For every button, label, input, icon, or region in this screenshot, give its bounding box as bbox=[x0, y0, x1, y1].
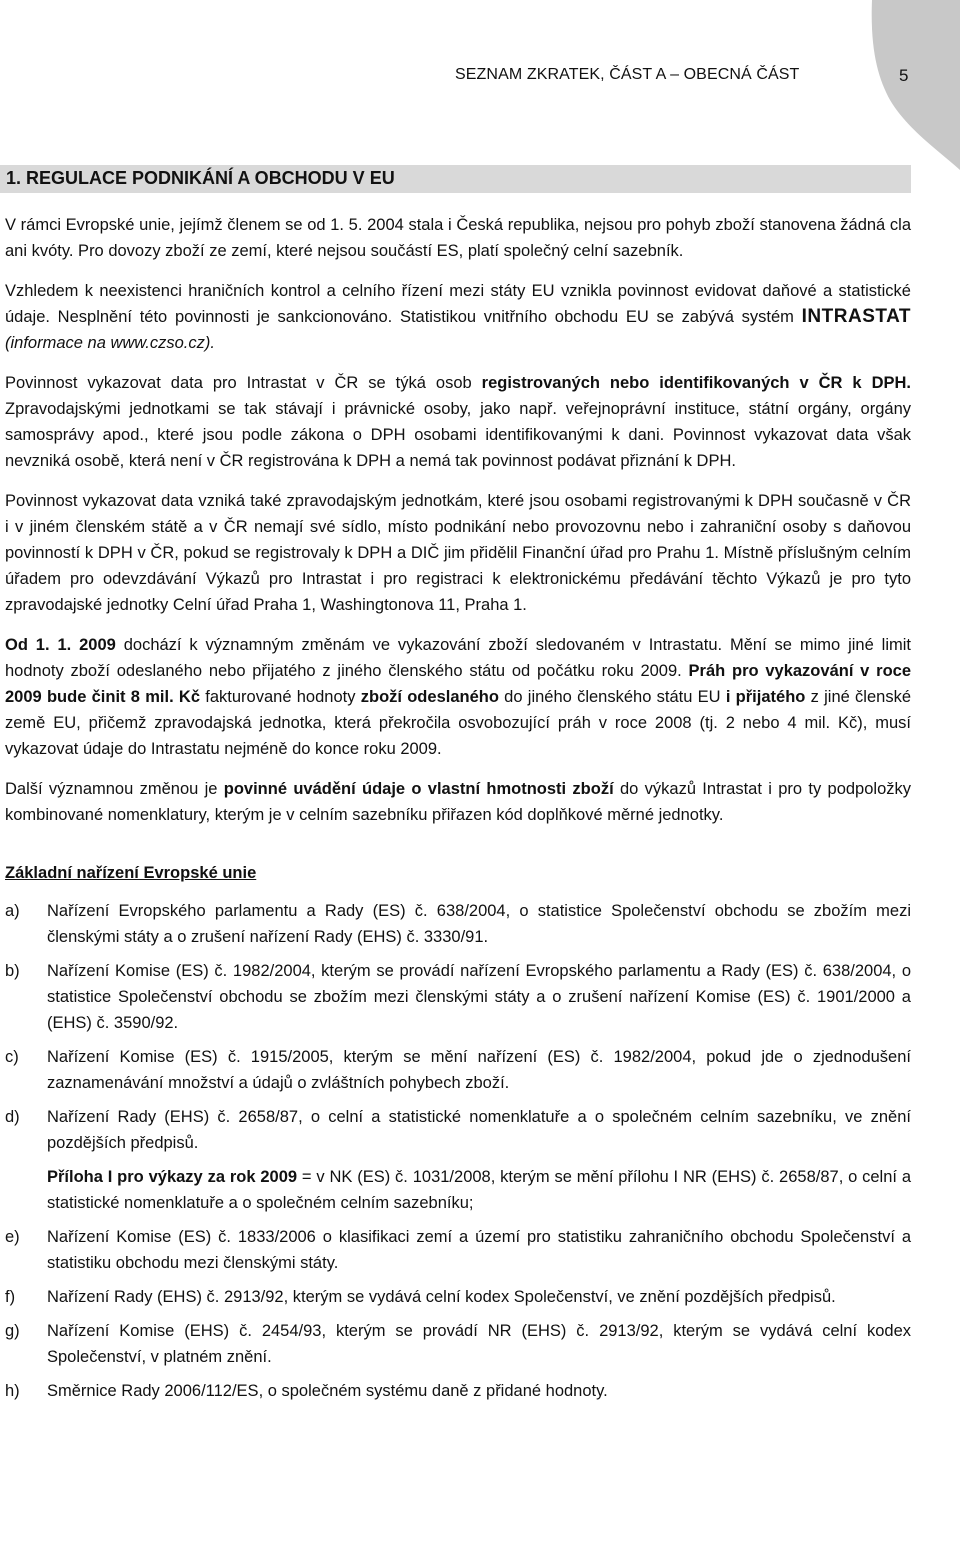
text-run: Zpravodajskými jednotkami se tak stávají i právnické osoby, jako např. veřejnoprávní instituce, státní orgány, orgány samosprávy apod., které jsou podle zákona o DPH osobami identifikovanými k dani. Povinnost vykazovat data však nevzniká osobě, která není v ČR registrována k DPH a nemá tak povinnost podávat přiznání k DPH. bbox=[5, 400, 911, 470]
paragraph-net-mass bbox=[5, 776, 911, 828]
list-marker: b) bbox=[5, 962, 20, 980]
regulation-list bbox=[5, 898, 911, 1156]
text-run: = v NK (ES) č. 1031/2008, kterým se mění přílohu I NR (EHS) č. 2658/87, o celní a statistické nomenklatuře a o společném celním sazebníku; bbox=[47, 1168, 911, 1212]
list-item-text: Směrnice Rady 2006/112/ES, o společném systému daně z přidané hodnoty. bbox=[47, 1382, 608, 1400]
list-marker: a) bbox=[5, 902, 20, 920]
paragraph-reporting-units: Povinnost vykazovat data vzniká také zpravodajským jednotkám, které jsou osobami registrovanými k DPH současně v ČR i v jiném členském státě a v ČR nemají své sídlo, místo podnikání nebo provozovnu nebo i zahraniční osoby s daňovou povinností k DPH v ČR, pokud se registrovaly k DPH a DIČ jim přidělil Finanční úřad pro Prahu 1. Místně příslušným celním úřadem pro odevzdávání Výkazů pro Intrastat i pro registraci k elektronickému předávání těchto Výkazů je pro tyto zpravodajské jednotky Celní úřad Praha 1, Washingtonova 11, Praha 1. bbox=[5, 492, 911, 614]
intrastat-brand: INTRASTAT bbox=[801, 306, 911, 327]
list-item bbox=[5, 1284, 911, 1310]
text-run: do výkazů Intrastat i pro ty podpoložky kombinované nomenklatury, kterým je v celním sazebníku přiřazen kód doplňkové měrné jednotky. bbox=[5, 780, 911, 824]
document-body bbox=[5, 212, 911, 1412]
text-run: Povinnost vykazovat data pro Intrastat v ČR se týká osob bbox=[5, 374, 482, 392]
emphasis-text: povinné uvádění údaje o vlastní hmotnosti zboží bbox=[223, 780, 614, 798]
list-item bbox=[5, 958, 911, 1036]
list-marker: e) bbox=[5, 1228, 20, 1246]
list-item-text: Nařízení Rady (EHS) č. 2913/92, kterým se vydává celní kodex Společenství, ve znění pozdějších předpisů. bbox=[47, 1288, 836, 1306]
reference-note: (informace na www.czso.cz). bbox=[5, 334, 215, 352]
section-title: 1. REGULACE PODNIKÁNÍ A OBCHODU V EU bbox=[6, 168, 395, 188]
list-item-text: Nařízení Komise (ES) č. 1982/2004, kterým se provádí nařízení Evropského parlamentu a Rady (ES) č. 638/2004, o statistice Společenství obchodu se zbožím mezi členskými státy a o zrušení nařízení Komise (ES) č. 1901/2000 a (EHS) č. 3590/92. bbox=[47, 962, 911, 1032]
list-item bbox=[5, 898, 911, 950]
text-run: z jiné členské země EU, přičemž zpravodajská jednotka, která překročila osvobozující práh v roce 2008 (tj. 2 nebo 4 mil. Kč), musí vykazovat údaje do Intrastatu nejméně do konce roku 2009. bbox=[5, 688, 912, 758]
paragraph-2009-changes bbox=[5, 632, 911, 762]
list-marker: f) bbox=[5, 1288, 16, 1306]
section-heading-bar bbox=[0, 165, 911, 193]
paragraph-reporting-obligation bbox=[5, 370, 911, 474]
emphasis-text: i přijatého bbox=[725, 688, 806, 706]
list-item-text: Nařízení Komise (EHS) č. 2454/93, kterým se provádí NR (EHS) č. 2913/92, kterým se vydává celní kodex Společenství, v platném znění. bbox=[47, 1322, 911, 1366]
list-item bbox=[5, 1044, 911, 1096]
paragraph-eu-customs: V rámci Evropské unie, jejímž členem se od 1. 5. 2004 stala i Česká republika, nejsou pro pohyb zboží stanovena žádná cla ani kvóty. Pro dovozy zboží ze zemí, které nejsou součástí ES, platí společný celní sazebník. bbox=[5, 216, 911, 260]
page-corner-decoration bbox=[830, 0, 960, 170]
list-item bbox=[5, 1224, 911, 1276]
list-marker: g) bbox=[5, 1322, 20, 1340]
list-item bbox=[5, 1318, 911, 1370]
page-number: 5 bbox=[899, 66, 909, 85]
list-item-text: Nařízení Rady (EHS) č. 2658/87, o celní a statistické nomenklatuře a o společném celním sazebníku, ve znění pozdějších předpisů. bbox=[47, 1108, 911, 1152]
regulation-list-continued bbox=[5, 1224, 911, 1404]
subheading-eu-regulations: Základní nařízení Evropské unie bbox=[5, 864, 257, 882]
running-header: SEZNAM ZKRATEK, ČÁST A – OBECNÁ ČÁST bbox=[455, 66, 800, 83]
list-marker: h) bbox=[5, 1382, 20, 1400]
text-run: dochází k významným změnám ve vykazování zboží sledovaném v Intrastatu. Mění se mimo jiné limit hodnoty zboží odeslaného nebo přijatého z jiného členského státu od počátku roku 2009. bbox=[5, 636, 911, 680]
emphasis-text: Od 1. 1. 2009 bbox=[5, 636, 116, 654]
text-run: fakturované hodnoty bbox=[200, 688, 361, 706]
list-item bbox=[5, 1378, 911, 1404]
list-item bbox=[5, 1104, 911, 1156]
list-item-text: Nařízení Komise (ES) č. 1833/2006 o klasifikaci zemí a území pro statistiku zahraničního obchodu Společenství a statistiku obchodu mezi členskými státy. bbox=[47, 1228, 911, 1272]
emphasis-text: zboží odeslaného bbox=[360, 688, 499, 706]
list-marker: d) bbox=[5, 1108, 20, 1126]
text-run: Vzhledem k neexistenci hraničních kontrol a celního řízení mezi státy EU vznikla povinnost evidovat daňové a statistické údaje. Nesplnění této povinnosti je sankcionováno. Statistikou vnitřního obchodu EU se zabývá systém bbox=[5, 282, 911, 326]
annex-note bbox=[47, 1164, 911, 1216]
emphasis-text: Práh pro vykazování v roce 2009 bude činit 8 mil. Kč bbox=[5, 662, 911, 706]
list-marker: c) bbox=[5, 1048, 19, 1066]
text-run: do jiného členského státu EU bbox=[498, 688, 726, 706]
emphasis-text: Příloha I pro výkazy za rok 2009 bbox=[47, 1168, 298, 1186]
list-item-text: Nařízení Komise (ES) č. 1915/2005, kterým se mění nařízení (ES) č. 1982/2004, pokud jde o zjednodušení zaznamenávání množství a údajů o zvláštních pohybech zboží. bbox=[47, 1048, 911, 1092]
text-run: Další významnou změnou je bbox=[5, 780, 224, 798]
emphasis-text: registrovaných nebo identifikovaných v ČR k DPH. bbox=[481, 374, 911, 392]
list-item-text: Nařízení Evropského parlamentu a Rady (ES) č. 638/2004, o statistice Společenství obchodu se zbožím mezi členskými státy a o zrušení nařízení Rady (EHS) č. 3330/91. bbox=[47, 902, 911, 946]
paragraph-intrastat-system bbox=[5, 278, 911, 356]
